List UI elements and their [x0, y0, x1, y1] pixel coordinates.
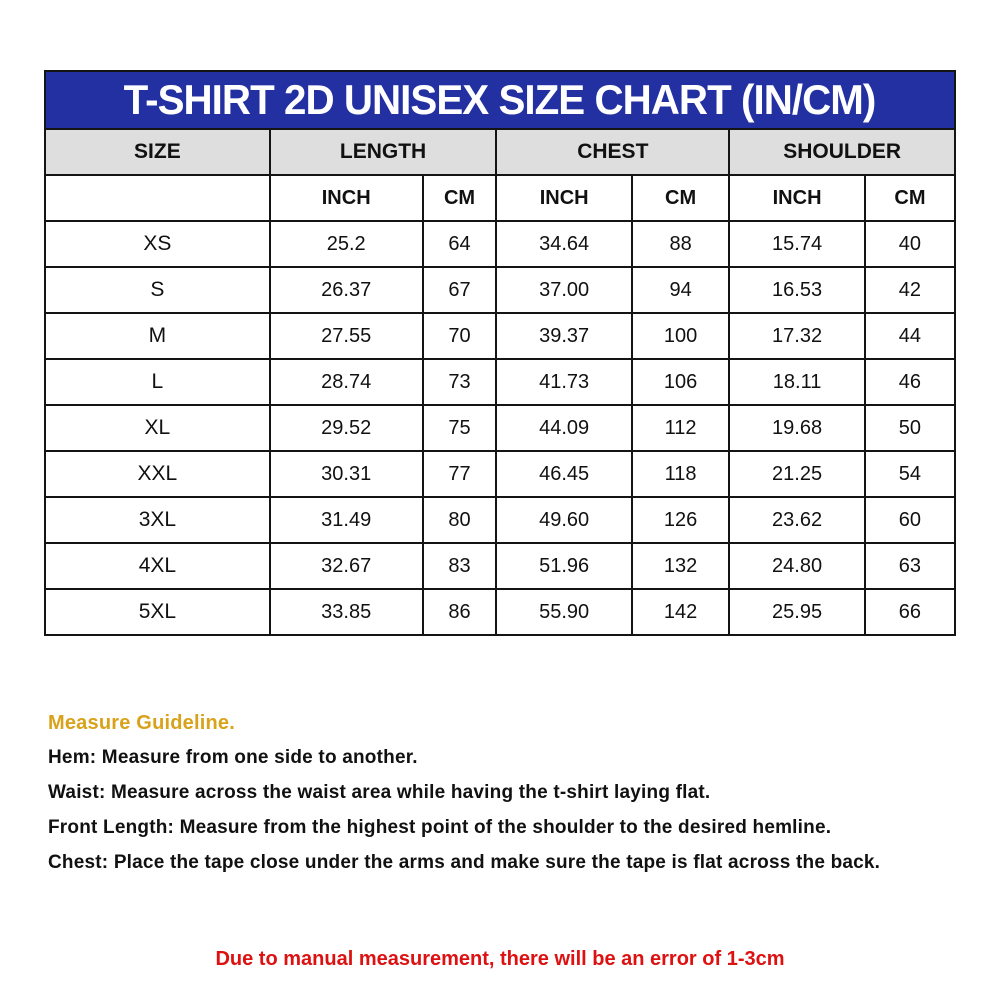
value-cell: 19.68: [729, 405, 865, 451]
value-cell: 67: [423, 267, 497, 313]
value-cell: 60: [865, 497, 955, 543]
value-cell: 112: [632, 405, 729, 451]
value-cell: 42: [865, 267, 955, 313]
unit-header-length-inch: INCH: [270, 175, 423, 221]
value-cell: 17.32: [729, 313, 865, 359]
table-row-xl: [45, 405, 955, 451]
guideline-text: Measure across the waist area while having the t-shirt laying flat.: [110, 782, 711, 803]
value-cell: 80: [423, 497, 497, 543]
size-cell: 5XL: [45, 589, 270, 635]
size-cell: 3XL: [45, 497, 270, 543]
value-cell: 49.60: [496, 497, 632, 543]
size-cell: S: [45, 267, 270, 313]
value-cell: 73: [423, 359, 497, 405]
value-cell: 51.96: [496, 543, 632, 589]
value-cell: 41.73: [496, 359, 632, 405]
measurement-error-note: Due to manual measurement, there will be an error of 1-3cm: [215, 948, 785, 970]
value-cell: 32.67: [270, 543, 423, 589]
size-cell: 4XL: [45, 543, 270, 589]
col-header-length: LENGTH: [270, 129, 497, 175]
guideline-item-waist: [48, 782, 958, 804]
table-row-xxl: [45, 451, 955, 497]
size-table: [44, 128, 956, 636]
size-cell: L: [45, 359, 270, 405]
value-cell: 46.45: [496, 451, 632, 497]
table-row-xs: [45, 221, 955, 267]
value-cell: 40: [865, 221, 955, 267]
guideline-text: Place the tape close under the arms and make sure the tape is flat across the back.: [113, 852, 881, 873]
size-cell: XL: [45, 405, 270, 451]
value-cell: 54: [865, 451, 955, 497]
measure-guideline-section: [48, 712, 958, 887]
size-cell: XXL: [45, 451, 270, 497]
value-cell: 24.80: [729, 543, 865, 589]
value-cell: 86: [423, 589, 497, 635]
unit-header-blank: [45, 175, 270, 221]
value-cell: 16.53: [729, 267, 865, 313]
value-cell: 25.2: [270, 221, 423, 267]
guideline-item-chest: [48, 852, 958, 874]
guideline-text: Measure from the highest point of the shoulder to the desired hemline.: [179, 817, 832, 838]
value-cell: 55.90: [496, 589, 632, 635]
table-row-l: [45, 359, 955, 405]
guideline-item-hem: [48, 747, 958, 769]
col-header-chest: CHEST: [496, 129, 729, 175]
guideline-label: Front Length:: [48, 817, 175, 838]
guideline-text: Measure from one side to another.: [101, 747, 418, 768]
col-header-shoulder: SHOULDER: [729, 129, 955, 175]
size-chart-sheet: [44, 70, 956, 636]
value-cell: 15.74: [729, 221, 865, 267]
unit-header-shoulder-inch: INCH: [729, 175, 865, 221]
value-cell: 106: [632, 359, 729, 405]
value-cell: 27.55: [270, 313, 423, 359]
value-cell: 64: [423, 221, 497, 267]
unit-header-chest-cm: CM: [632, 175, 729, 221]
value-cell: 23.62: [729, 497, 865, 543]
value-cell: 31.49: [270, 497, 423, 543]
value-cell: 44: [865, 313, 955, 359]
value-cell: 30.31: [270, 451, 423, 497]
value-cell: 88: [632, 221, 729, 267]
table-row-s: [45, 267, 955, 313]
guideline-label: Hem:: [48, 747, 97, 768]
table-row-3xl: [45, 497, 955, 543]
value-cell: 83: [423, 543, 497, 589]
table-row-5xl: [45, 589, 955, 635]
guideline-heading: Measure Guideline.: [48, 712, 235, 734]
value-cell: 75: [423, 405, 497, 451]
value-cell: 33.85: [270, 589, 423, 635]
value-cell: 26.37: [270, 267, 423, 313]
guideline-item-front-length: [48, 817, 958, 839]
unit-header-chest-inch: INCH: [496, 175, 632, 221]
guideline-label: Chest:: [48, 852, 109, 873]
chart-title: T-SHIRT 2D UNISEX SIZE CHART (IN/CM): [124, 76, 876, 123]
value-cell: 29.52: [270, 405, 423, 451]
chart-title-banner: [44, 70, 956, 130]
unit-header-length-cm: CM: [423, 175, 497, 221]
table-row-m: [45, 313, 955, 359]
value-cell: 70: [423, 313, 497, 359]
value-cell: 142: [632, 589, 729, 635]
unit-header-row: [45, 175, 955, 221]
value-cell: 25.95: [729, 589, 865, 635]
value-cell: 39.37: [496, 313, 632, 359]
value-cell: 132: [632, 543, 729, 589]
col-header-size: SIZE: [45, 129, 270, 175]
value-cell: 63: [865, 543, 955, 589]
value-cell: 50: [865, 405, 955, 451]
value-cell: 21.25: [729, 451, 865, 497]
value-cell: 118: [632, 451, 729, 497]
value-cell: 37.00: [496, 267, 632, 313]
value-cell: 94: [632, 267, 729, 313]
unit-header-shoulder-cm: CM: [865, 175, 955, 221]
guideline-label: Waist:: [48, 782, 106, 803]
size-cell: XS: [45, 221, 270, 267]
value-cell: 66: [865, 589, 955, 635]
value-cell: 18.11: [729, 359, 865, 405]
value-cell: 28.74: [270, 359, 423, 405]
size-cell: M: [45, 313, 270, 359]
value-cell: 77: [423, 451, 497, 497]
value-cell: 100: [632, 313, 729, 359]
value-cell: 126: [632, 497, 729, 543]
value-cell: 34.64: [496, 221, 632, 267]
table-row-4xl: [45, 543, 955, 589]
group-header-row: [45, 129, 955, 175]
value-cell: 46: [865, 359, 955, 405]
value-cell: 44.09: [496, 405, 632, 451]
